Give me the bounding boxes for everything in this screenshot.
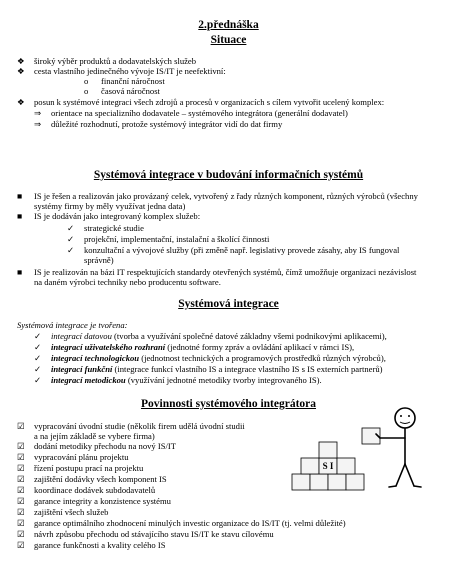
sec1-paragraph-cont: na daném výrobci techniky nebo producentu software.: [34, 277, 221, 287]
section-heading-si: Systémová integrace: [178, 298, 279, 310]
checkbox-bullet-icon: ☑: [17, 540, 25, 550]
diamond-bullet-icon: ❖: [17, 56, 25, 66]
integration-item: integrací datovou (tvorba a využívání společné datové základny všemi podnikovými aplikacemi),: [51, 331, 387, 341]
situace-item: cesta vlastního jedinečného vývoje IS/IT je neefektivní:: [34, 66, 226, 76]
situace-item: posun k systémové integraci všech zdrojů a procesů v organizacích s cílem vytvořit ucelený komplex:: [34, 97, 385, 107]
box-label: S I: [322, 461, 334, 471]
check-bullet-icon: ✓: [67, 223, 75, 233]
section-heading-si-budovani: Systémová integrace v budování informačních systémů: [93, 169, 364, 181]
stick-figure-boxes-clipart: [288, 404, 438, 502]
checkbox-bullet-icon: ☑: [17, 463, 25, 473]
section-heading-povinnosti: Povinnosti systémového integrátora: [140, 398, 317, 410]
book-bullet-icon: ■: [17, 211, 23, 221]
situace-arrow-item: důležité rozhodnutí, protože systémový integrátor vidí do dat firmy: [51, 119, 283, 129]
duty-item: řízení postupu prací na projektu: [34, 463, 144, 473]
sec1-paragraph-cont: systémy firmy by měly využívat jedna data): [34, 201, 186, 211]
duty-item: dodání metodiky přechodu na nový IS/IT: [34, 441, 177, 451]
situace-arrow-item: orientace na specializního dodavatele – systémového integrátora (generální dodavatel): [51, 108, 348, 118]
situace-subitem: časová náročnost: [101, 86, 160, 96]
duty-item: koordinace dodávek subdodavatelů: [34, 485, 156, 495]
diamond-bullet-icon: ❖: [17, 66, 25, 76]
sec1-subitem: projekční, implementační, instalační a školící činnosti: [84, 234, 270, 244]
check-bullet-icon: ✓: [67, 234, 75, 244]
checkbox-bullet-icon: ☑: [17, 485, 25, 495]
book-bullet-icon: ■: [17, 191, 23, 201]
checkbox-bullet-icon: ☑: [17, 452, 25, 462]
checkbox-bullet-icon: ☑: [17, 441, 25, 451]
duty-item: návrh způsobu přechodu od stávajícího stavu IS/IT ke stavu cílovému: [34, 529, 274, 539]
check-bullet-icon: ✓: [34, 353, 42, 363]
check-bullet-icon: ✓: [34, 331, 42, 341]
duty-item: vypracování plánu projektu: [34, 452, 129, 462]
diamond-bullet-icon: ❖: [17, 97, 25, 107]
situace-heading: Situace: [210, 34, 247, 46]
duty-item: garance integrity a konzistence systému: [34, 496, 171, 506]
check-bullet-icon: ✓: [34, 342, 42, 352]
check-bullet-icon: ✓: [34, 375, 42, 385]
integration-item: integrací funkční (integrace funkcí vlastního IS a integrace vlastního IS s IS externích partnerů): [51, 364, 383, 374]
situace-item: široký výběr produktů a dodavatelských služeb: [34, 56, 197, 66]
lecture-heading: 2.přednáška: [198, 19, 259, 31]
duty-item-cont: a na jejím základě se vybere firma): [34, 431, 155, 441]
integration-item: integrací technologickou (jednotnost technických a programových prostředků různých výrobců),: [51, 353, 386, 363]
sec2-intro: Systémová integrace je tvořena:: [17, 320, 128, 330]
sec1-paragraph: IS je řešen a realizován jako provázaný celek, vytvořený z řady různých komponent, různých výrobců (všechny: [34, 191, 418, 201]
duty-item: garance optimálního zhodnocení minulých investic organizace do IS/IT (tj. velmi důležité): [34, 518, 346, 528]
checkbox-bullet-icon: ☑: [17, 421, 25, 431]
checkbox-bullet-icon: ☑: [17, 474, 25, 484]
circle-bullet-icon: o: [84, 76, 89, 86]
sec1-paragraph: IS je realizován na bázi IT respektujících standardy otevřených systémů, čímž umožňuje organizaci nezávislost: [34, 267, 417, 277]
checkbox-bullet-icon: ☑: [17, 529, 25, 539]
duty-item: vypracování úvodní studie (několik firem udělá úvodní studii: [34, 421, 245, 431]
duty-item: zajištění dodávky všech komponent IS: [34, 474, 167, 484]
sec1-subitem: strategické studie: [84, 223, 144, 233]
sec1-subitem-cont: správně): [84, 255, 114, 265]
integration-item: integrací uživatelského rozhraní (jednotné formy zpráv a ovládání aplikací v rámci IS),: [51, 342, 355, 352]
sec1-subitem: konzultační a vývojové služby (při změně např. legislativy provede zásahy, aby IS fungoval: [84, 245, 400, 255]
checkbox-bullet-icon: ☑: [17, 496, 25, 506]
check-bullet-icon: ✓: [34, 364, 42, 374]
duty-item: zajištění všech služeb: [34, 507, 109, 517]
check-bullet-icon: ✓: [67, 245, 75, 255]
arrow-bullet-icon: ⇒: [34, 108, 42, 118]
checkbox-bullet-icon: ☑: [17, 507, 25, 517]
checkbox-bullet-icon: ☑: [17, 518, 25, 528]
sec1-paragraph: IS je dodáván jako integrovaný komplex služeb:: [34, 211, 201, 221]
book-bullet-icon: ■: [17, 267, 23, 277]
situace-subitem: finanční náročnost: [101, 76, 165, 86]
circle-bullet-icon: o: [84, 86, 89, 96]
duty-item: garance funkčnosti a kvality celého IS: [34, 540, 166, 550]
arrow-bullet-icon: ⇒: [34, 119, 42, 129]
integration-item: integrací metodickou (využívání jednotné metodiky tvorby integrovaného IS).: [51, 375, 322, 385]
